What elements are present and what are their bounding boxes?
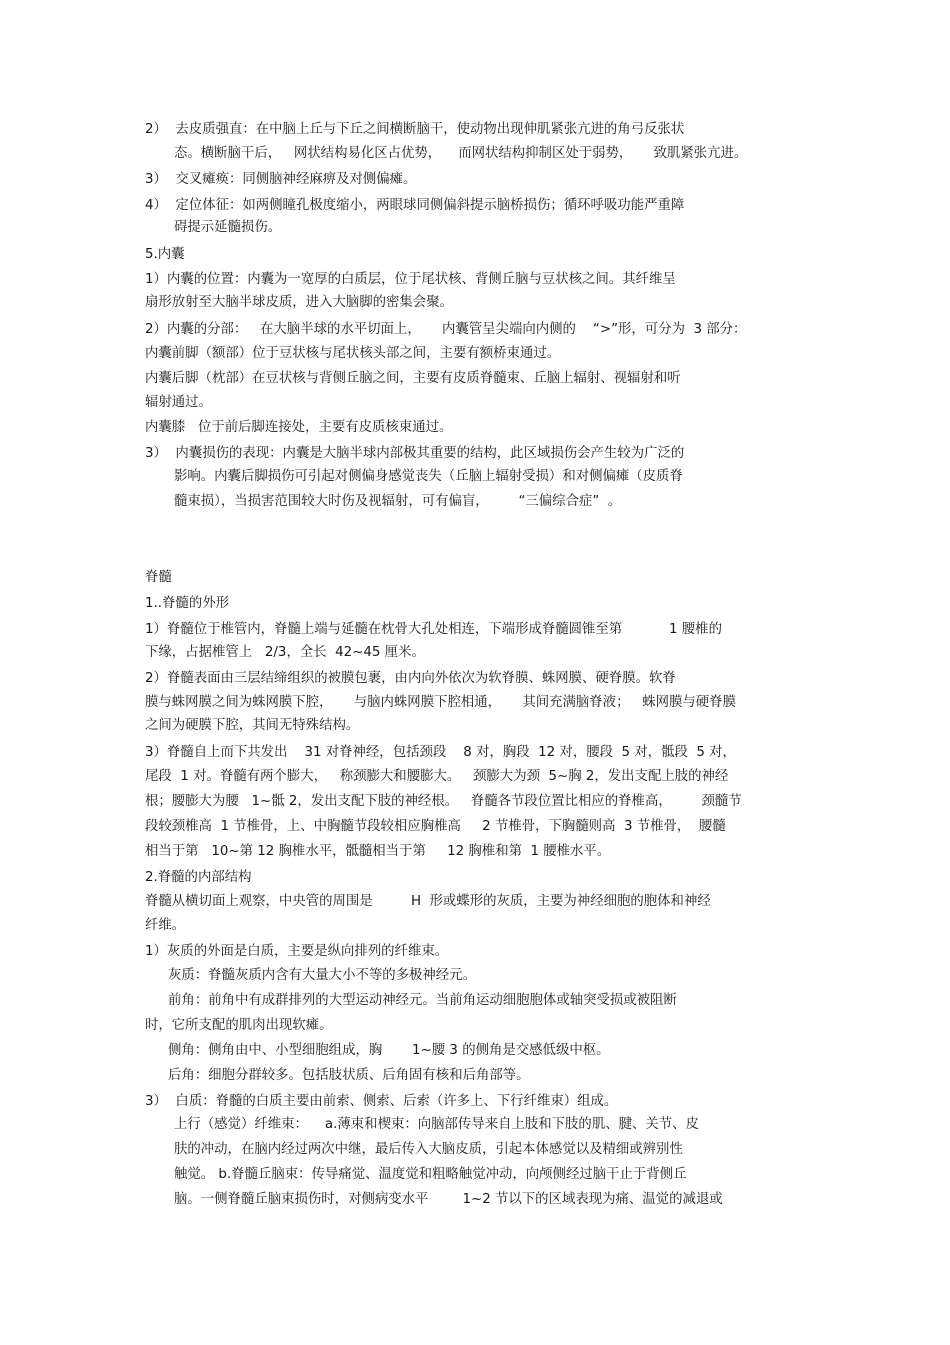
- text-line: 内囊膝 位于前后脚连接处，主要有皮质核束通过。: [145, 420, 453, 435]
- text-line: 相当于第 10~第 12 胸椎水平，骶髓相当于第 12 胸椎和第 1 腰椎水平。: [145, 844, 611, 859]
- text-line: 1）灰质的外面是白质，主要是纵向排列的纤维束。: [145, 944, 449, 959]
- text-line: 内囊后脚（枕部）在豆状核与背侧丘脑之间，主要有皮质脊髓束、丘脑上辐射、视辐射和听: [145, 371, 681, 386]
- text-line: 3） 内囊损伤的表现：内囊是大脑半球内部极其重要的结构，此区域损伤会产生较为广泛的: [145, 446, 685, 461]
- text-line: 碍提示延髓损伤。: [174, 220, 282, 235]
- text-line: 下缘，占据椎管上 2/3，全长 42~45 厘米。: [145, 645, 425, 660]
- text-line: 3） 白质：脊髓的白质主要由前索、侧索、后索（许多上、下行纤维束）组成。: [145, 1094, 618, 1109]
- text-line: 肤的冲动，在脑内经过两次中继，最后传入大脑皮质，引起本体感觉以及精细或辨别性: [174, 1142, 683, 1157]
- text-line: 髓束损），当损害范围较大时伤及视辐射，可有偏盲， “三偏综合症” 。: [174, 494, 622, 509]
- text-line: 1）脊髓位于椎管内，脊髓上端与延髓在枕骨大孔处相连，下端形成脊髓圆锥至第 1 腰椎的: [145, 622, 722, 637]
- text-line: 段较颈椎高 1 节椎骨，上、中胸髓节段较相应胸椎高 2 节椎骨，下胸髓则高 3 节椎骨， 腰髓: [145, 819, 726, 834]
- text-line: 辐射通过。: [145, 395, 212, 410]
- text-line: 脑。一侧脊髓丘脑束损伤时，对侧病变水平 1~2 节以下的区域表现为痛、温觉的减退或: [174, 1192, 723, 1207]
- subsection-heading: 2.脊髓的内部结构: [145, 870, 252, 885]
- text-line: 3） 交叉瘫痪：同侧脑神经麻痹及对侧偏瘫。: [145, 172, 417, 187]
- text-line: 触觉。 b.脊髓丘脑束：传导痛觉、温度觉和粗略触觉冲动，向颅侧经过脑干止于背侧丘: [174, 1167, 687, 1182]
- text-line: 态。横断脑干后， 网状结构易化区占优势， 而网状结构抑制区处于弱势， 致肌紧张亢进。: [174, 146, 748, 161]
- text-line: 尾段 1 对。脊髓有两个膨大， 称颈膨大和腰膨大。 颈膨大为颈 5~胸 2，发出支配上肢的神经: [145, 769, 729, 784]
- text-line: 之间为硬膜下腔，其间无特殊结构。: [145, 718, 360, 733]
- text-line: 侧角：侧角由中、小型细胞组成，胸 1~腰 3 的侧角是交感低级中枢。: [168, 1043, 610, 1058]
- subsection-heading: 1..脊髓的外形: [145, 596, 229, 611]
- text-line: 脊髓从横切面上观察，中央管的周围是 H 形或蝶形的灰质，主要为神经细胞的胞体和神经: [145, 894, 711, 909]
- section-heading: 脊髓: [145, 570, 172, 585]
- text-line: 根；腰膨大为腰 1~骶 2，发出支配下肢的神经根。 脊髓各节段位置比相应的脊椎高， 颈髓节: [145, 794, 742, 809]
- text-line: 时，它所支配的肌肉出现软瘫。: [145, 1018, 333, 1033]
- text-line: 内囊前脚（额部）位于豆状核与尾状核头部之间，主要有额桥束通过。: [145, 346, 561, 361]
- text-line: 膜与蛛网膜之间为蛛网膜下腔， 与脑内蛛网膜下腔相通， 其间充满脑脊液； 蛛网膜与硬脊膜: [145, 695, 736, 710]
- text-line: 2） 去皮质强直：在中脑上丘与下丘之间横断脑干，使动物出现伸肌紧张亢进的角弓反张状: [145, 122, 685, 137]
- text-line: 前角：前角中有成群排列的大型运动神经元。当前角运动细胞胞体或轴突受损或被阻断: [168, 993, 677, 1008]
- text-line: 影响。内囊后脚损伤可引起对侧偏身感觉丧失（丘脑上辐射受损）和对侧偏瘫（皮质脊: [174, 469, 683, 484]
- text-line: 上行（感觉）纤维束： a.薄束和楔束：向脑部传导来自上肢和下肢的肌、腱、关节、皮: [174, 1117, 699, 1132]
- text-line: 灰质：脊髓灰质内含有大量大小不等的多极神经元。: [168, 968, 476, 983]
- text-line: 后角：细胞分群较多。包括肢状质、后角固有核和后角部等。: [168, 1068, 530, 1083]
- text-line: 纤维。: [145, 918, 186, 933]
- text-line: 4） 定位体征：如两侧瞳孔极度缩小，两眼球同侧偏斜提示脑桥损伤；循环呼吸功能严重障: [145, 198, 685, 213]
- text-line: 2）脊髓表面由三层结缔组织的被膜包裹，由内向外依次为软脊膜、蛛网膜、硬脊膜。软脊: [145, 671, 676, 686]
- section-heading: 5.内囊: [145, 247, 185, 262]
- text-line: 3）脊髓自上而下共发出 31 对脊神经，包括颈段 8 对，胸段 12 对，腰段 5 对，骶段 5 对，: [145, 745, 736, 760]
- text-line: 2）内囊的分部： 在大脑半球的水平切面上， 内囊管呈尖端向内侧的 “>”形，可分为 3 部分：: [145, 322, 747, 337]
- text-line: 1）内囊的位置：内囊为一宽厚的白质层，位于尾状核、背侧丘脑与豆状核之间。其纤维呈: [145, 272, 676, 287]
- text-line: 扇形放射至大脑半球皮质，进入大脑脚的密集会聚。: [145, 295, 453, 310]
